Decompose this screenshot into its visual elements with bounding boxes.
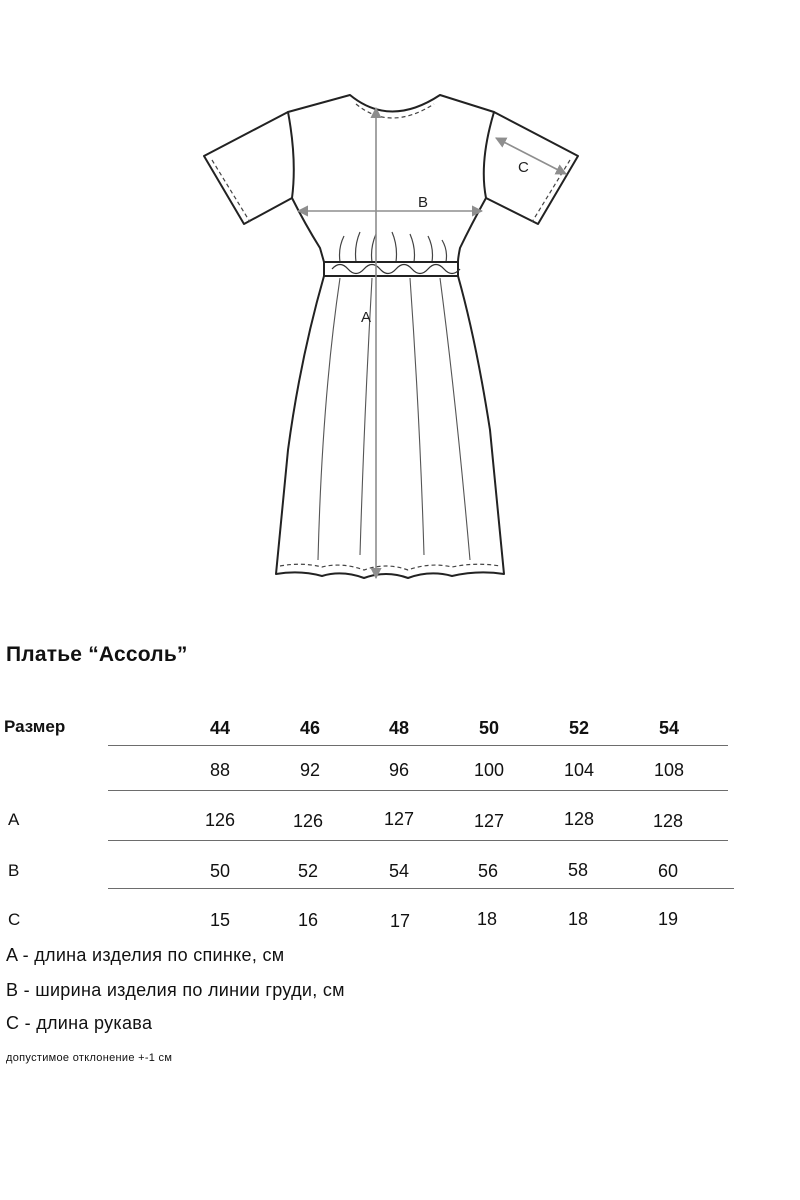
row-a-cell: 126 — [204, 810, 236, 830]
row-c-cell: 16 — [297, 910, 319, 930]
row-b-cell: 58 — [567, 860, 589, 880]
size-cell: 50 — [478, 718, 500, 738]
right-sleeve-hem-stitch — [532, 160, 570, 222]
size-cell: 48 — [388, 718, 410, 738]
row-a-cell: 128 — [652, 811, 684, 831]
row-b-cell: 56 — [477, 861, 499, 881]
row-c-cell: 17 — [389, 911, 411, 931]
row-a-cell: 126 — [292, 811, 324, 831]
measure-c-label: C — [518, 159, 529, 176]
chest-cell: 108 — [653, 760, 685, 780]
size-cell: 44 — [209, 718, 231, 738]
left-sleeve-hem-stitch — [212, 160, 250, 222]
table-divider — [108, 840, 728, 841]
size-header-label: Размер — [4, 717, 66, 736]
measure-a-label: A — [361, 309, 372, 326]
legend-b: B - ширина изделия по линии груди, см — [6, 980, 345, 1000]
size-cell: 46 — [299, 718, 321, 738]
chest-cell: 92 — [299, 760, 321, 780]
row-a-cell: 127 — [383, 809, 415, 829]
skirt-outline — [276, 276, 504, 578]
tolerance-note: допустимое отклонение +-1 см — [6, 1052, 173, 1064]
chest-cell: 96 — [388, 760, 410, 780]
table-divider — [108, 745, 728, 746]
row-b-cell: 52 — [297, 861, 319, 881]
row-c-cell: 18 — [567, 909, 589, 929]
chest-cell: 100 — [473, 760, 505, 780]
row-label-a: A — [8, 810, 20, 829]
chest-cell: 88 — [209, 760, 231, 780]
row-b-cell: 54 — [388, 861, 410, 881]
row-b-cell: 50 — [209, 861, 231, 881]
size-cell: 52 — [568, 718, 590, 738]
product-title: Платье “Ассоль” — [6, 643, 188, 666]
row-a-cell: 128 — [563, 809, 595, 829]
legend-c: C - длина рукава — [6, 1013, 153, 1033]
row-a-cell: 127 — [473, 811, 505, 831]
row-c-cell: 18 — [476, 909, 498, 929]
table-divider — [108, 790, 728, 791]
row-label-b: B — [8, 861, 20, 880]
table-divider — [108, 888, 734, 889]
size-cell: 54 — [658, 718, 680, 738]
measure-b-label: B — [418, 194, 429, 211]
row-c-cell: 15 — [209, 910, 231, 930]
bodice-gathers — [340, 232, 447, 262]
chest-cell: 104 — [563, 760, 595, 780]
row-b-cell: 60 — [657, 861, 679, 881]
legend-a: A - длина изделия по спинке, см — [6, 945, 285, 965]
row-label-c: C — [8, 910, 21, 929]
row-c-cell: 19 — [657, 909, 679, 929]
dress-bodice-outline — [288, 95, 494, 262]
right-sleeve-outline — [486, 112, 578, 224]
